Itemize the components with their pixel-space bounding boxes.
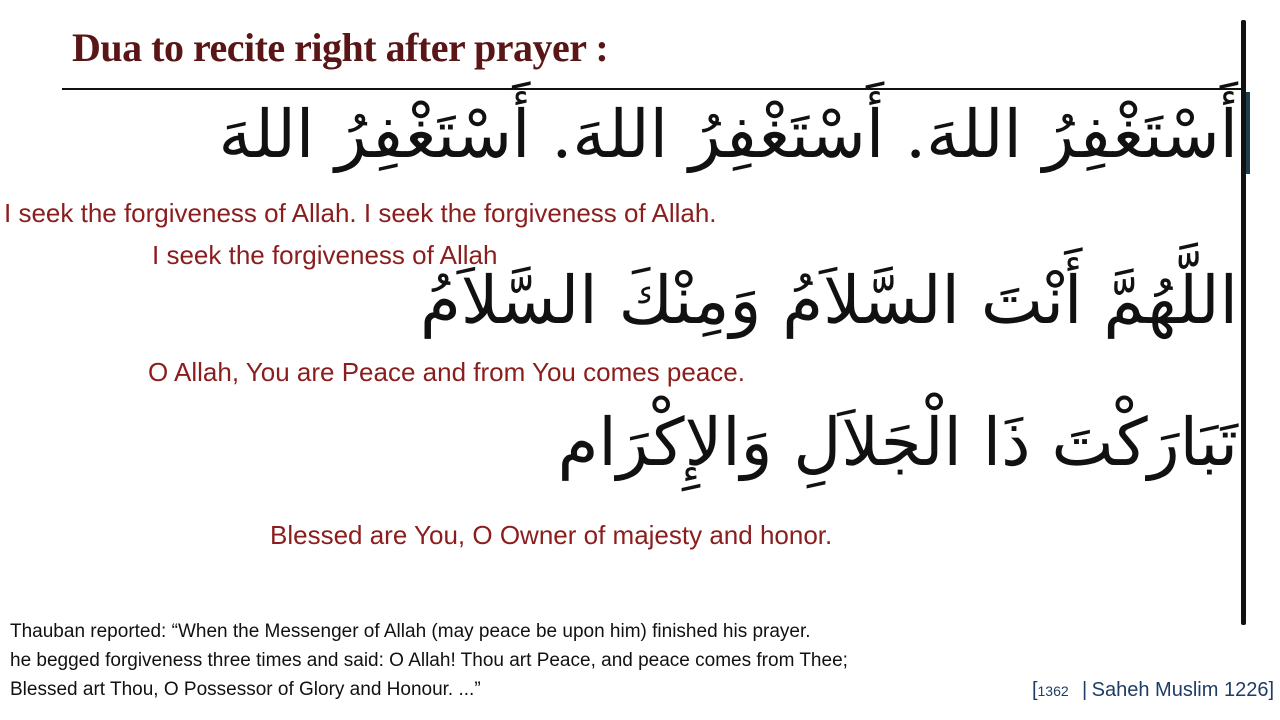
arabic-line-salam: اللَّهُمَّ أَنْتَ السَّلاَمُ وَمِنْكَ السَّلاَمُ xyxy=(420,262,1238,339)
reference-number: 1362 xyxy=(1037,683,1069,699)
hadith-line-1: Thauban reported: “When the Messenger of Allah (may peace be upon him) finished his prayer. xyxy=(10,621,811,642)
hadith-reference xyxy=(1032,679,1274,702)
translation-tabarakta: Blessed are You, O Owner of majesty and honor. xyxy=(270,520,833,550)
hadith-line-2: he begged forgiveness three times and said: O Allah! Thou art Peace, and peace comes from Thee; xyxy=(10,650,848,671)
hadith-line-3: Blessed art Thou, O Possessor of Glory and Honour. ...” xyxy=(10,679,481,700)
vertical-divider-accent xyxy=(1246,92,1250,174)
translation-salam: O Allah, You are Peace and from You comes peace. xyxy=(148,357,745,387)
reference-bracket-open: [ xyxy=(1031,679,1038,701)
page-title: Dua to recite right after prayer : xyxy=(72,25,609,70)
arabic-line-istighfar: أَسْتَغْفِرُ اللهَ. أَسْتَغْفِرُ اللهَ. أَسْتَغْفِرُ اللهَ xyxy=(218,96,1238,173)
reference-separator: | xyxy=(1082,679,1088,701)
hadith-text xyxy=(10,617,848,704)
translation-istighfar-line-2: I seek the forgiveness of Allah xyxy=(152,240,498,270)
title-underline xyxy=(62,88,1244,90)
arabic-line-tabarakta: تَبَارَكْتَ ذَا الْجَلاَلِ وَالإِكْرَام xyxy=(557,404,1238,481)
reference-source: Saheh Muslim 1226] xyxy=(1091,679,1274,701)
translation-istighfar-line-1: I seek the forgiveness of Allah. I seek the forgiveness of Allah. xyxy=(4,198,717,228)
